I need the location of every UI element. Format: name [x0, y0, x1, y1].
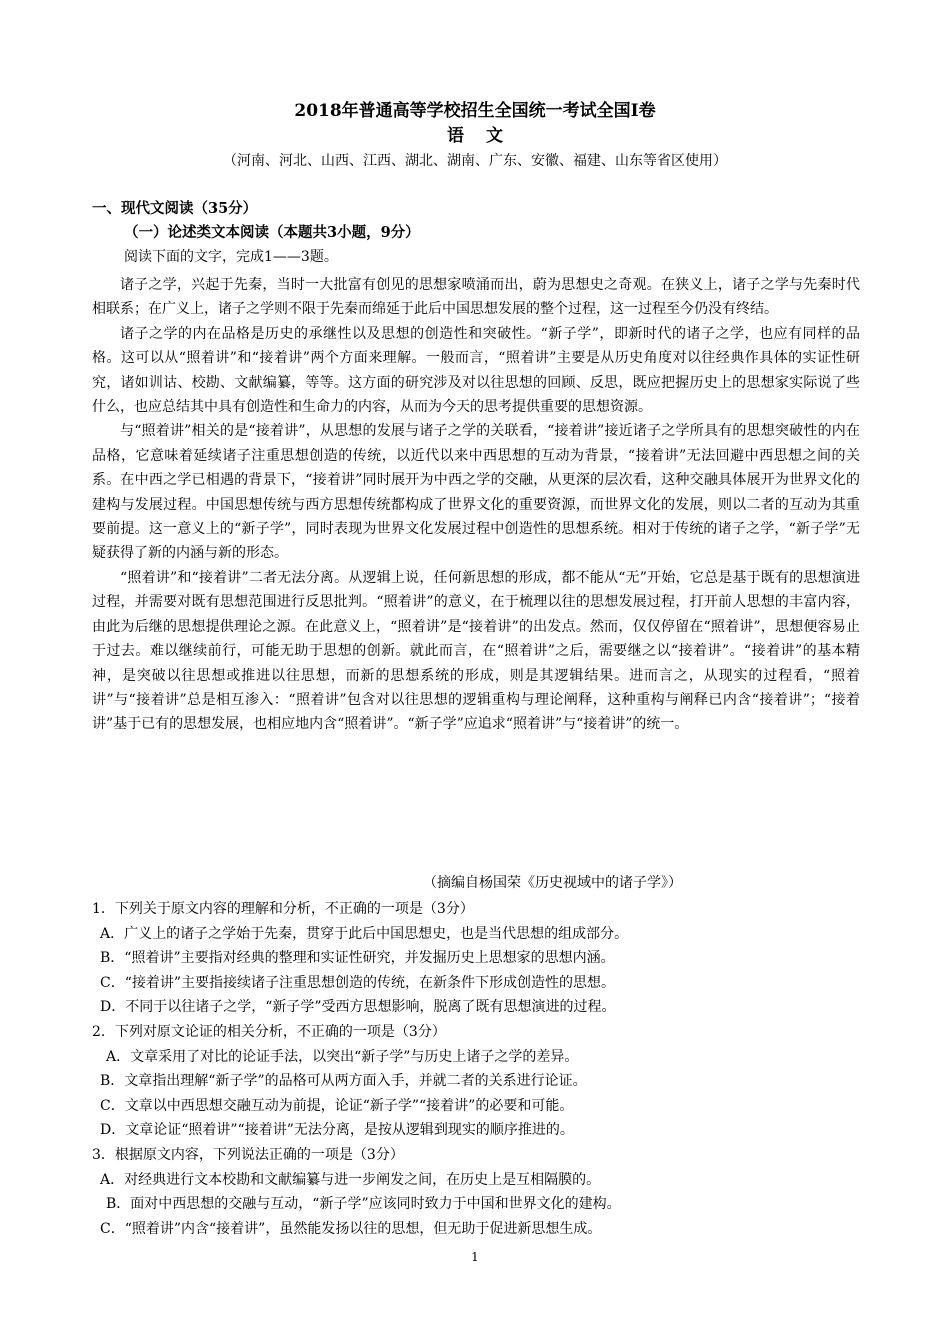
exam-title: 2018年普通高等学校招生全国统一考试全国Ⅰ卷 [294, 101, 656, 121]
passage-paragraph: 与“照着讲”相关的是“接着讲”，从思想的发展与诸子之学的关联看，“接着讲”接近诸子之学所具有的思想突破性的内在品格，它意味着延续诸子注重思想创造的传统，以近代以来中西思想的互动为背景，“接着讲”无法回避中西思想之间的关系。在中西之学已相遇的背景下，“接着讲”同时展开为中西之学的交融，从更深的层次看，这种交融具体展开为世界文化的建构与发展过程。中国思想传统与西方思想传统都构成了世界文化的重要资源，而世界文化的发展，则以二者的互动为其重要前提。这一意义上的“新子学”，同时表现为世界文化发展过程中创造性的思想系统。相对于传统的诸子之学，“新子学”无疑获得了新的内涵与新的形态。 [92, 423, 860, 562]
subject-title: 语文 [447, 126, 525, 146]
question-option: A．广义上的诸子之学始于先秦，贯穿于此后中国思想史，也是当代思想的组成部分。 [100, 925, 629, 942]
question-option: C．“接着讲”主要指接续诸子注重思想创造的传统，在新条件下形成创造性的思想。 [100, 974, 616, 991]
question-option: C．“照着讲”内含“接着讲”，虽然能发扬以往的思想，但无助于促进新思想生成。 [100, 1220, 602, 1237]
question-option: B．文章指出理解“新子学”的品格可从两方面入手，并就二者的关系进行论证。 [100, 1073, 587, 1090]
passage-paragraph: 诸子之学，兴起于先秦，当时一大批富有创见的思想家喷涌而出，蔚为思想史之奇观。在狭义上，诸子之学与先秦时代相联系；在广义上，诸子之学则不限于先秦而绵延于此后中国思想发展的整个过程，这一过程至今仍没有终结。 [92, 277, 860, 318]
region-note: （河南、河北、山西、江西、湖北、湖南、广东、安徽、福建、山东等省区使用） [223, 153, 727, 169]
question-option: D．不同于以往诸子之学，“新子学”受西方思想影响，脱离了既有思想演进的过程。 [100, 999, 616, 1016]
passage-paragraph: “照着讲”和“接着讲”二者无法分离。从逻辑上说，任何新思想的形成，都不能从“无”开始，它总是基于既有的思想演进过程，并需要对既有思想范围进行反思批判。“照着讲”的意义，在于梳理以往的思想发展过程，打开前人思想的丰富内容，由此为后继的思想提供理论之源。在此意义上，“照着讲”是“接着讲”的出发点。然而，仅仅停留在“照着讲”，思想便容易止于过去。难以继续前行，可能无助于思想的创新。就此而言，在“照着讲”之后，需要继之以“接着讲”。“接着讲”的基本精神，是突破以往思想或推进以往思想，而新的思想系统的形成，则是其逻辑结果。进而言之，从现实的过程看，“照着讲”与“接着讲”总是相互渗入：“照着讲”包含对以往思想的逻辑重构与理论阐释，这种重构与阐释已内含“接着讲”；“接着讲”基于已有的思想发展，也相应地内含“照着讲”。“新子学”应追求“照着讲”与“接着讲”的统一。 [92, 569, 860, 733]
subsection-heading: （一）论述类文本阅读（本题共3小题，9分） [124, 224, 420, 241]
reading-instruction: 阅读下面的文字，完成1——3题。 [124, 249, 338, 265]
passage-paragraph: 诸子之学的内在品格是历史的承继性以及思想的创造性和突破性。“新子学”，即新时代的诸子之学，也应有同样的品格。这可以从“照着讲”和“接着讲”两个方面来理解。一般而言，“照着讲”主要是从历史角度对以往经典作具体的实证性研究，诸如训诂、校勘、文献编纂，等等。这方面的研究涉及对以往思想的回顾、反思，既应把握历史上的思想家实际说了些什么，也应总结其中具有创造性和生命力的内容，从而为今天的思考提供重要的思想资源。 [92, 325, 860, 416]
question-stem: 2．下列对原文论证的相关分析，不正确的一项是（3分） [92, 1023, 446, 1040]
question-stem: 1．下列关于原文内容的理解和分析，不正确的一项是（3分） [92, 901, 474, 917]
question-option: B．“照着讲”主要指对经典的整理和实证性研究，并发掘历史上思想家的思想内涵。 [100, 950, 615, 967]
page-number: 1 [471, 1250, 479, 1264]
section-heading: 一、现代文阅读（35分） [92, 200, 258, 217]
question-option: D．文章论证“照着讲”“接着讲”无法分离，是按从逻辑到现实的顺序推进的。 [100, 1122, 574, 1139]
reading-passage [92, 273, 860, 737]
question-option: B．面对中西思想的交融与互动，“新子学”应该同时致力于中国和世界文化的建构。 [106, 1196, 621, 1213]
question-option: A．文章采用了对比的论证手法，以突出“新子学”与历史上诸子之学的差异。 [106, 1048, 579, 1065]
question-stem: 3．根据原文内容，下列说法正确的一项是（3分） [92, 1146, 404, 1163]
passage-source: （摘编自杨国荣《历史视域中的诸子学》） [423, 875, 682, 891]
question-list [92, 897, 872, 1241]
question-option: A．对经典进行文本校勘和文献编纂与进一步阐发之间，在历史上是互相隔膜的。 [100, 1171, 601, 1188]
question-option: C．文章以中西思想交融互动为前提，论证“新子学”“接着讲”的必要和可能。 [100, 1097, 574, 1114]
